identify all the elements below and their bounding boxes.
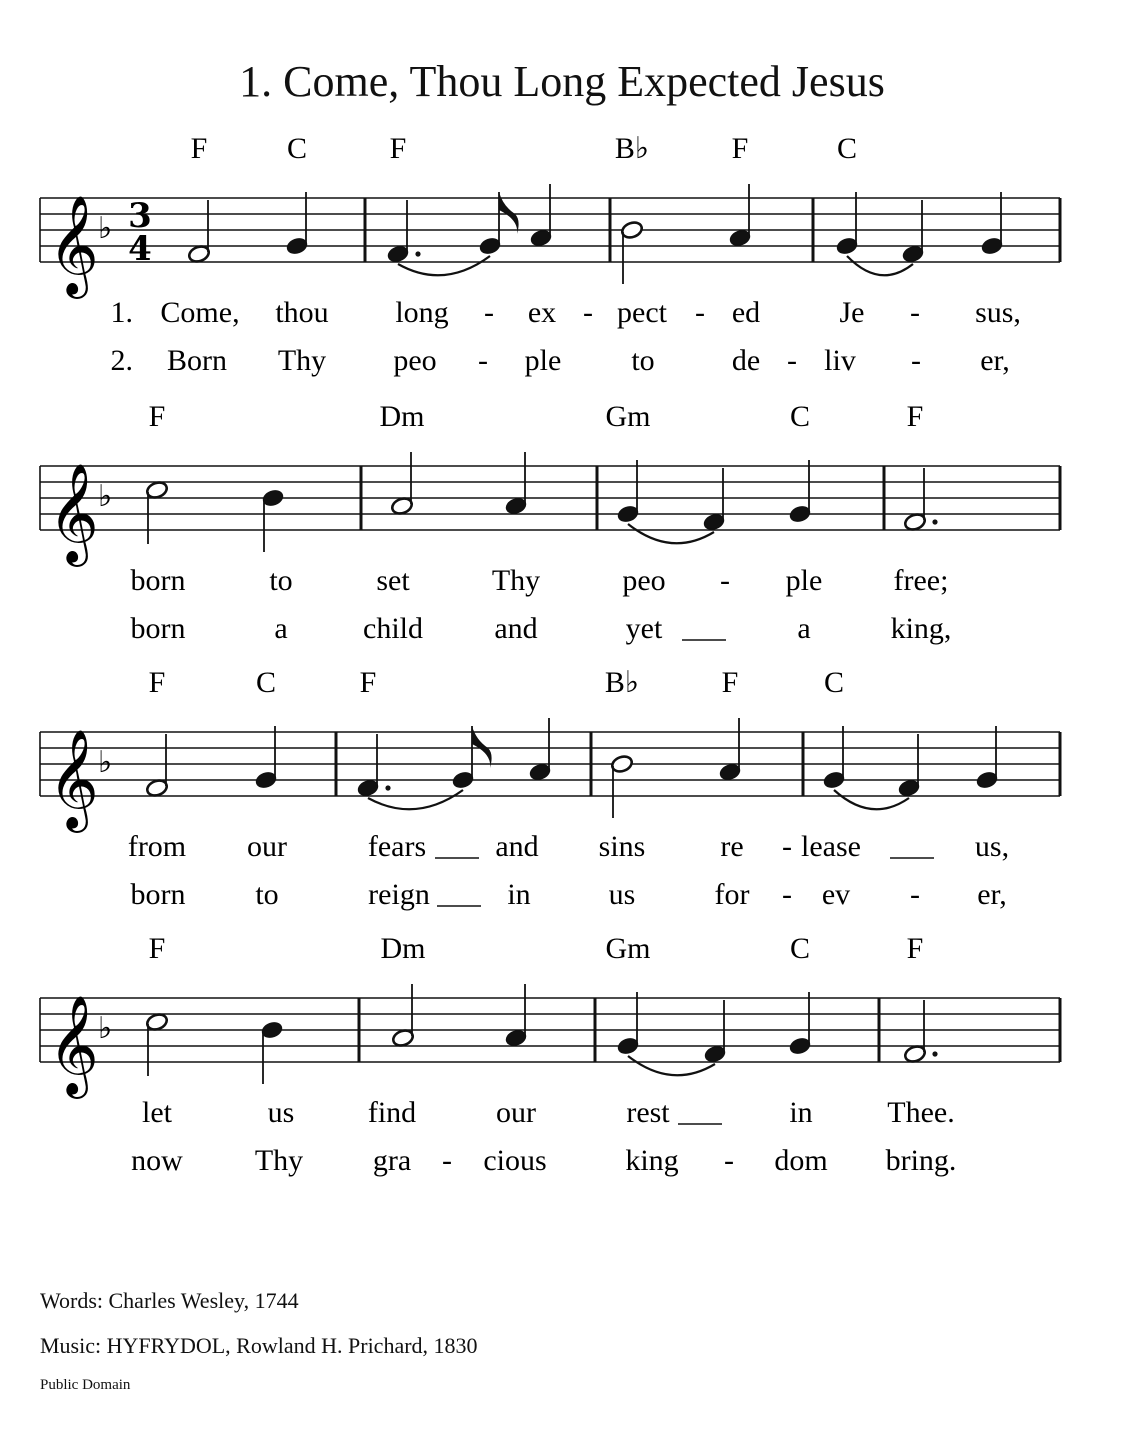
lyric-syllable: - [442,1144,452,1177]
chord-symbol: F [389,132,407,165]
lyric-syllable: bring. [885,1144,957,1177]
lyric-syllable: er, [980,344,1010,377]
time-signature-top: 3 [128,196,152,236]
chord-symbol: F [731,132,749,165]
chord-symbol: Gm [605,932,651,965]
lyric-syllable: sins [598,830,646,863]
slur [834,790,909,809]
lyric-syllable: Je [839,296,865,329]
lyric-syllable: - [910,296,920,329]
lyric-syllable: - [782,878,792,911]
lyric-syllable: born [130,612,186,645]
lyric-syllable: - [583,296,593,329]
lyric-syllable: sus, [975,296,1021,329]
augmentation-dot [932,1051,937,1056]
lyric-syllable: fears [367,830,427,863]
lyric-syllable: re [720,830,744,863]
lyric-syllable: free; [893,564,949,597]
lyric-syllable: Thy [277,344,327,377]
chord-symbol: C [823,666,845,699]
lyric-syllable: in [507,878,531,911]
lyric-syllable: er, [977,878,1007,911]
slur [628,524,714,543]
augmentation-dot [415,251,420,256]
time-signature-bottom: 4 [128,229,152,269]
lyric-syllable: a [797,612,811,645]
chord-symbol: F [148,400,166,433]
treble-clef-icon: 𝄞 [48,995,99,1095]
lyric-syllable: to [631,344,655,377]
slur [398,256,490,275]
chord-symbol: Gm [605,400,651,433]
augmentation-dot [385,785,390,790]
lyric-syllable: Born [167,344,227,377]
treble-clef-icon: 𝄞 [48,195,99,295]
lyric-syllable: ex [527,296,557,329]
lyric-syllable: for [714,878,750,911]
lyric-syllable: Thy [491,564,541,597]
lyric-syllable: - [695,296,705,329]
verse-number: 2. [110,344,133,377]
slur [847,256,913,275]
chord-symbol: F [148,932,166,965]
lyric-syllable: - [910,878,920,911]
lyric-syllable: - [484,296,494,329]
lyric-syllable: Come, [160,296,240,329]
chord-symbol: B♭ [614,132,650,165]
slur [368,790,463,809]
flat-key-signature-icon: ♭ [98,479,113,514]
chord-symbol: F [148,666,166,699]
lyric-syllable: born [130,878,186,911]
chord-symbol: F [906,400,924,433]
chord-symbol: C [836,132,858,165]
lyric-syllable: our [496,1096,536,1129]
lyric-syllable: child [363,612,423,645]
lyric-syllable: - [782,830,792,863]
chord-symbol: C [286,132,308,165]
lyric-syllable: - [787,344,797,377]
lyric-syllable: to [269,564,293,597]
hymn-title: 1. Come, Thou Long Expected Jesus [239,57,885,106]
verse-number: 1. [110,296,133,329]
slur [628,1056,715,1075]
lyric-syllable: and [494,612,538,645]
treble-clef-icon: 𝄞 [48,729,99,829]
lyric-syllable: king, [890,612,952,645]
license-note: Public Domain [40,1377,131,1393]
lyric-syllable: and [495,830,539,863]
lyric-syllable: find [367,1096,417,1129]
lyric-syllable: us [267,1096,295,1129]
lyric-syllable: pect [617,296,667,329]
lyric-syllable: Thy [254,1144,304,1177]
flat-key-signature-icon: ♭ [98,745,113,780]
treble-clef-icon: 𝄞 [48,463,99,563]
lyric-syllable: long [395,296,449,329]
lyric-syllable: - [724,1144,734,1177]
lyric-syllable: born [130,564,186,597]
lyric-syllable: gra [372,1144,412,1177]
lyric-syllable: ev [821,878,851,911]
lyric-syllable: in [789,1096,813,1129]
lyric-syllable: set [376,564,410,597]
lyric-syllable: reign [368,878,430,911]
chord-symbol: F [721,666,739,699]
lyric-syllable: ple [785,564,823,597]
chord-symbol: C [255,666,277,699]
chord-symbol: C [789,932,811,965]
lyric-syllable: to [255,878,279,911]
lyric-syllable: - [720,564,730,597]
lyric-syllable: - [478,344,488,377]
lyric-syllable: us [608,878,636,911]
chord-symbol: B♭ [604,666,640,699]
lyric-syllable: rest [626,1096,670,1129]
augmentation-dot [932,519,937,524]
music-credit: Music: HYFRYDOL, Rowland H. Prichard, 1830 [40,1333,478,1358]
lyric-syllable: ed [731,296,761,329]
lyric-syllable: lease [801,830,861,863]
lyric-syllable: - [911,344,921,377]
chord-symbol: F [359,666,377,699]
words-credit: Words: Charles Wesley, 1744 [40,1288,299,1313]
lyric-syllable: peo [393,344,437,377]
lyric-syllable: thou [275,296,329,329]
lyric-syllable: now [131,1144,183,1177]
chord-symbol: F [190,132,208,165]
chord-symbol: Dm [380,932,426,965]
lyric-syllable: king [625,1144,679,1177]
chord-symbol: Dm [379,400,425,433]
flat-key-signature-icon: ♭ [98,211,113,246]
flat-key-signature-icon: ♭ [98,1011,113,1046]
chord-symbol: C [789,400,811,433]
lyric-syllable: our [247,830,287,863]
lyric-syllable: a [274,612,288,645]
lyric-syllable: peo [622,564,666,597]
lyric-syllable: us, [974,830,1010,863]
chord-symbol: F [906,932,924,965]
lyric-syllable: dom [774,1144,828,1177]
lyric-syllable: cious [483,1144,547,1177]
lyric-syllable: from [127,830,187,863]
lyric-syllable: yet [625,612,663,645]
lyric-syllable: ple [524,344,562,377]
lyric-syllable: liv [824,344,856,377]
lyric-syllable: Thee. [887,1096,955,1129]
lyric-syllable: de [731,344,761,377]
lyric-syllable: let [142,1096,172,1129]
